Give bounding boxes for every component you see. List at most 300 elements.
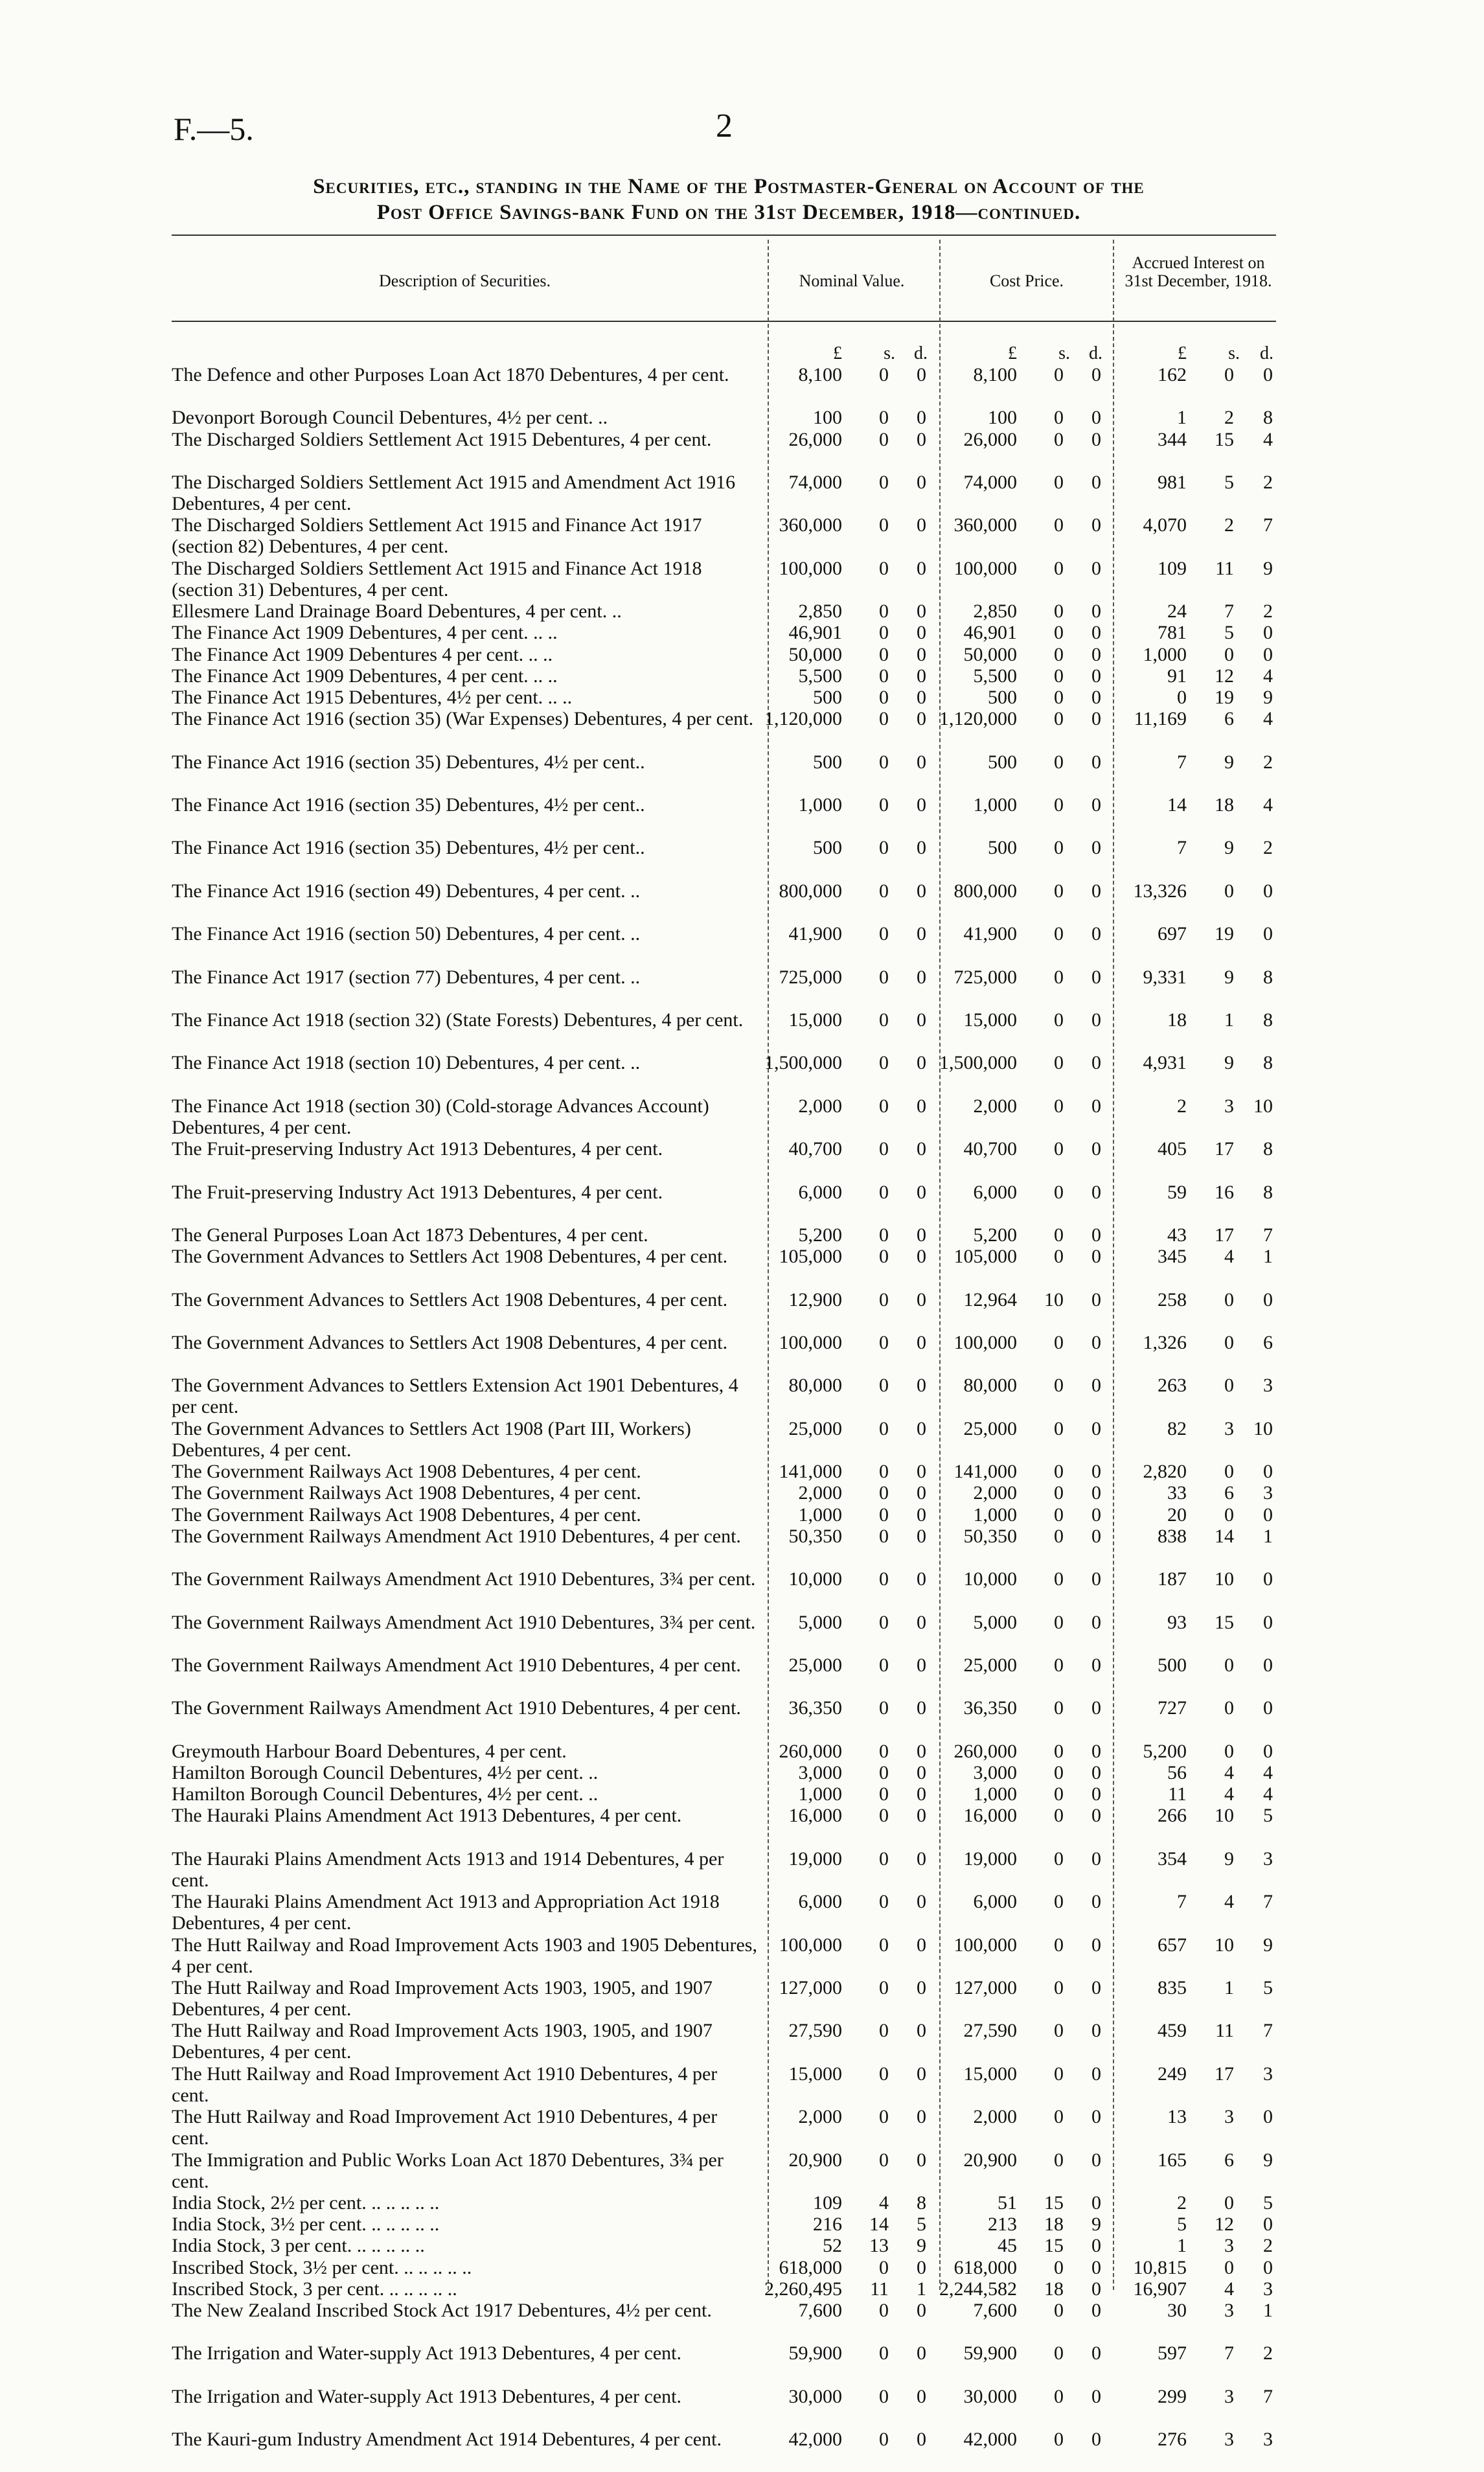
int-shillings: 3	[1224, 2429, 1234, 2451]
cost-pence: 0	[1091, 794, 1101, 816]
nom-pence: 0	[917, 601, 926, 623]
int-pounds: 697	[1158, 923, 1187, 945]
security-description: The Finance Act 1909 Debentures 4 per cent. .. ..	[172, 643, 553, 665]
nom-pounds: 360,000	[779, 514, 842, 536]
nom-pounds: 27,590	[788, 2020, 842, 2042]
nom-pence: 0	[917, 1805, 926, 1827]
security-description: The Finance Act 1918 (section 10) Debentures, 4 per cent. ..	[172, 1052, 641, 1074]
nom-shillings: 0	[879, 428, 889, 450]
nom-shillings: 0	[879, 1052, 889, 1074]
cost-pounds: 500	[988, 751, 1017, 773]
nom-pounds: 3,000	[798, 1762, 842, 1783]
int-pounds: 18	[1167, 1009, 1187, 1031]
cost-pence: 0	[1091, 837, 1101, 859]
nom-shillings: 0	[879, 1848, 889, 1870]
int-pounds: 16,907	[1133, 2278, 1187, 2300]
int-shillings: 10	[1215, 1934, 1234, 1956]
table-row	[172, 2020, 1276, 2063]
security-description: The Hutt Railway and Road Improvement Act 1910 Debentures, 4 per cent.	[172, 2106, 718, 2149]
security-description: The Finance Act 1916 (section 49) Debentures, 4 per cent. ..	[172, 880, 641, 902]
nom-pounds: 2,000	[798, 2106, 842, 2128]
nom-pounds: 15,000	[788, 1009, 842, 1031]
nom-pounds: 42,000	[788, 2429, 842, 2451]
nom-shillings: 0	[879, 2149, 889, 2171]
cost-pounds: 2,000	[973, 1482, 1017, 1504]
cost-pounds: 105,000	[953, 1246, 1017, 1268]
nom-shillings: 0	[879, 1611, 889, 1633]
nom-shillings: 0	[879, 687, 889, 708]
table-row	[172, 1848, 1276, 1891]
cost-pence: 0	[1091, 2278, 1101, 2300]
nom-pounds: 105,000	[779, 1246, 842, 1268]
nom-pounds: 1,000	[798, 1783, 842, 1805]
int-pence: 0	[1263, 880, 1273, 902]
table-row	[172, 967, 1276, 1009]
nom-shillings: 0	[879, 1332, 889, 1353]
cost-pence: 0	[1091, 2342, 1101, 2364]
table-row	[172, 1568, 1276, 1611]
security-description: The Government Railways Amendment Act 1910 Debentures, 3¾ per cent.	[172, 1611, 756, 1633]
cost-pence: 0	[1091, 407, 1101, 429]
table-row	[172, 923, 1276, 966]
security-description: Hamilton Borough Council Debentures, 4½ per cent. ..	[172, 1762, 599, 1783]
int-shillings: 17	[1215, 1138, 1234, 1160]
nom-pounds: 500	[813, 751, 842, 773]
int-pounds: 4,070	[1143, 514, 1187, 536]
int-shillings: 4	[1224, 1783, 1234, 1805]
cost-pounds: 19,000	[963, 1848, 1017, 1870]
nom-pence: 0	[917, 1288, 926, 1310]
cost-pounds: 15,000	[963, 2063, 1017, 2085]
table-row	[172, 2300, 1276, 2342]
int-shillings: 3	[1224, 2235, 1234, 2257]
nom-shillings: 0	[879, 1482, 889, 1504]
nom-pence: 0	[917, 1482, 926, 1504]
nom-pence: 0	[917, 880, 926, 902]
int-shillings: 1	[1224, 1977, 1234, 1998]
nom-shillings: 0	[879, 514, 889, 536]
int-pence: 2	[1263, 601, 1273, 623]
table-row	[172, 1138, 1276, 1181]
table-row	[172, 1052, 1276, 1095]
security-description: The Government Railways Act 1908 Debentures, 4 per cent.	[172, 1504, 641, 1526]
int-pounds: 11	[1168, 1783, 1187, 1805]
int-pence: 3	[1263, 1848, 1273, 1870]
int-pounds: 13	[1167, 2106, 1187, 2128]
nom-pence: 0	[917, 2342, 926, 2364]
cost-pounds: 800,000	[953, 880, 1017, 902]
int-pence: 0	[1263, 1504, 1273, 1526]
cost-pounds: 1,000	[973, 1504, 1017, 1526]
security-description: The Fruit-preserving Industry Act 1913 Debentures, 4 per cent.	[172, 1138, 663, 1160]
int-pounds: 109	[1158, 557, 1187, 579]
table-row	[172, 1461, 1276, 1482]
security-description: The Government Railways Act 1908 Debentures, 4 per cent.	[172, 1482, 641, 1504]
int-pence: 0	[1263, 1740, 1273, 1762]
cost-pounds: 26,000	[963, 428, 1017, 450]
nom-pence: 0	[917, 1568, 926, 1590]
int-pounds: 162	[1158, 364, 1187, 385]
nom-shillings: 0	[879, 2300, 889, 2321]
cost-shillings: 0	[1054, 794, 1064, 816]
int-pounds: 7	[1177, 837, 1187, 859]
cost-shillings: 0	[1054, 966, 1064, 988]
security-description: The Kauri-gum Industry Amendment Act 1914 Debentures, 4 per cent.	[172, 2429, 722, 2451]
cost-pounds: 7,600	[973, 2300, 1017, 2321]
table-row	[172, 687, 1276, 708]
cost-pounds: 36,350	[963, 1697, 1017, 1719]
int-pence: 3	[1263, 1482, 1273, 1504]
nom-pounds: 800,000	[779, 880, 842, 902]
cost-pence: 0	[1091, 1848, 1101, 1870]
nom-shillings: 0	[879, 2429, 889, 2451]
int-pence: 6	[1263, 1332, 1273, 1353]
nom-pounds: 500	[813, 837, 842, 859]
title-line-2: Post Office Savings-bank Fund on the 31st December, 1918—continued.	[376, 201, 1081, 224]
table-row	[172, 1482, 1276, 1504]
nom-shillings: 13	[869, 2235, 889, 2257]
security-description: Inscribed Stock, 3½ per cent. .. .. .. .. ..	[172, 2256, 472, 2278]
cost-pounds: 30,000	[963, 2385, 1017, 2407]
int-shillings: 3	[1224, 1095, 1234, 1117]
cost-pence: 9	[1091, 2214, 1101, 2236]
cost-pounds: 46,901	[963, 622, 1017, 644]
cost-pence: 0	[1091, 751, 1101, 773]
nom-pounds: 46,901	[788, 622, 842, 644]
nom-pounds: 618,000	[779, 2256, 842, 2278]
cost-shillings: 0	[1054, 2300, 1064, 2321]
security-description: The Discharged Soldiers Settlement Act 1915 and Finance Act 1917 (section 82) Debentures, 4 per cent.	[172, 514, 702, 558]
security-description: The Hauraki Plains Amendment Act 1913 and Appropriation Act 1918 Debentures, 4 per cent.	[172, 1891, 720, 1934]
security-description: The Government Advances to Settlers Extension Act 1901 Debentures, 4 per cent.	[172, 1375, 738, 1418]
cost-shillings: 0	[1054, 1224, 1064, 1246]
int-shillings: 4	[1224, 2278, 1234, 2300]
cost-shillings: 0	[1054, 923, 1064, 945]
nom-pounds: 6,000	[798, 1181, 842, 1203]
int-shillings: 7	[1224, 601, 1234, 623]
cost-pounds: 100,000	[953, 1332, 1017, 1353]
security-description: The Finance Act 1916 (section 35) (War Expenses) Debentures, 4 per cent.	[172, 708, 754, 730]
cost-shillings: 0	[1054, 1568, 1064, 1590]
cost-shillings: 0	[1054, 2342, 1064, 2364]
int-shillings: 10	[1215, 1805, 1234, 1827]
nom-shillings: 0	[879, 643, 889, 665]
security-description: The Finance Act 1909 Debentures, 4 per cent. .. ..	[172, 665, 558, 687]
cost-pence: 0	[1091, 1525, 1101, 1547]
cost-shillings: 0	[1054, 1461, 1064, 1483]
nom-shillings: 11	[870, 2278, 889, 2300]
nom-shillings: 0	[879, 2342, 889, 2364]
cost-pence: 0	[1091, 1417, 1101, 1439]
nom-pence: 0	[917, 1654, 926, 1676]
nom-pounds: 6,000	[798, 1891, 842, 1913]
cost-pounds: 20,900	[963, 2149, 1017, 2171]
nom-shillings: 0	[879, 708, 889, 730]
nom-pence: 0	[917, 2063, 926, 2085]
nom-pence: 8	[917, 2192, 926, 2214]
cost-pence: 0	[1091, 1762, 1101, 1783]
cost-pence: 0	[1091, 923, 1101, 945]
nom-shillings: 0	[879, 751, 889, 773]
security-description: The Hutt Railway and Road Improvement Act 1910 Debentures, 4 per cent.	[172, 2063, 718, 2106]
int-shillings: 11	[1215, 2020, 1234, 2042]
int-pence: 8	[1263, 1138, 1273, 1160]
nom-pounds: 25,000	[788, 1417, 842, 1439]
cost-shillings: 0	[1054, 557, 1064, 579]
cost-pence: 0	[1091, 1697, 1101, 1719]
table-row	[172, 2429, 1276, 2471]
cost-pounds: 8,100	[973, 364, 1017, 385]
nom-shillings: 0	[879, 1525, 889, 1547]
security-description: The Government Railways Act 1908 Debentures, 4 per cent.	[172, 1461, 641, 1483]
cost-pounds: 25,000	[963, 1654, 1017, 1676]
cost-shillings: 18	[1044, 2214, 1064, 2236]
cost-shillings: 0	[1054, 1009, 1064, 1031]
int-pounds: 56	[1167, 1762, 1187, 1783]
int-shillings: 2	[1224, 407, 1234, 429]
col-header-cost: Cost Price.	[989, 271, 1064, 290]
nom-shillings: 0	[879, 407, 889, 429]
nom-pence: 0	[917, 1525, 926, 1547]
table-row	[172, 1612, 1276, 1654]
security-description: The Government Railways Amendment Act 1910 Debentures, 4 per cent.	[172, 1654, 741, 1676]
security-description: The Fruit-preserving Industry Act 1913 Debentures, 4 per cent.	[172, 1181, 663, 1203]
nom-shillings: 0	[879, 1697, 889, 1719]
int-shillings: 9	[1224, 751, 1234, 773]
nom-shillings: 0	[879, 2106, 889, 2128]
security-description: Ellesmere Land Drainage Board Debentures, 4 per cent. ..	[172, 601, 622, 623]
nom-pence: 0	[917, 1138, 926, 1160]
unit-pound: £	[1178, 343, 1187, 363]
cost-pounds: 360,000	[953, 514, 1017, 536]
int-shillings: 0	[1224, 2192, 1234, 2214]
int-pence: 2	[1263, 2342, 1273, 2364]
int-pence: 0	[1263, 1697, 1273, 1719]
nom-pence: 0	[917, 1181, 926, 1203]
table-row	[172, 880, 1276, 923]
int-pounds: 1	[1177, 2235, 1187, 2257]
int-pence: 0	[1263, 1611, 1273, 1633]
cost-pounds: 74,000	[963, 472, 1017, 493]
security-description: The Discharged Soldiers Settlement Act 1915 and Amendment Act 1916 Debentures, 4 per cent.	[172, 472, 736, 514]
int-pounds: 657	[1158, 1934, 1187, 1956]
int-pounds: 5,200	[1143, 1740, 1187, 1762]
int-pounds: 13,326	[1133, 880, 1187, 902]
cost-pounds: 50,000	[963, 643, 1017, 665]
nom-pounds: 2,000	[798, 1095, 842, 1117]
nom-pounds: 19,000	[788, 1848, 842, 1870]
cost-shillings: 0	[1054, 1482, 1064, 1504]
nom-shillings: 0	[879, 2385, 889, 2407]
security-description: The Government Railways Amendment Act 1910 Debentures, 4 per cent.	[172, 1525, 741, 1547]
table-row	[172, 665, 1276, 687]
cost-shillings: 0	[1054, 1762, 1064, 1783]
cost-pence: 0	[1091, 557, 1101, 579]
security-description: The Irrigation and Water-supply Act 1913 Debentures, 4 per cent.	[172, 2385, 682, 2407]
security-description: The New Zealand Inscribed Stock Act 1917 Debentures, 4½ per cent.	[172, 2300, 712, 2321]
nom-pounds: 30,000	[788, 2385, 842, 2407]
nom-pence: 0	[917, 2256, 926, 2278]
int-pence: 0	[1263, 1654, 1273, 1676]
nom-pounds: 100	[813, 407, 842, 429]
nom-pounds: 500	[813, 687, 842, 708]
int-pounds: 258	[1158, 1288, 1187, 1310]
int-shillings: 2	[1224, 514, 1234, 536]
nom-pence: 0	[917, 1740, 926, 1762]
nom-shillings: 0	[879, 837, 889, 859]
nom-pounds: 74,000	[788, 472, 842, 493]
nom-pounds: 20,900	[788, 2149, 842, 2171]
nom-pence: 0	[917, 687, 926, 708]
cost-pounds: 41,900	[963, 923, 1017, 945]
nom-pounds: 216	[813, 2214, 842, 2236]
cost-pence: 0	[1091, 880, 1101, 902]
table-row	[172, 1805, 1276, 1848]
security-description: The Defence and other Purposes Loan Act 1870 Debentures, 4 per cent.	[172, 364, 729, 385]
int-pounds: 838	[1158, 1525, 1187, 1547]
int-shillings: 0	[1224, 364, 1234, 385]
int-pounds: 59	[1167, 1181, 1187, 1203]
cost-pence: 0	[1091, 2063, 1101, 2085]
int-shillings: 5	[1224, 622, 1234, 644]
cost-shillings: 15	[1044, 2192, 1064, 2214]
nom-pence: 0	[917, 1977, 926, 1998]
table-row	[172, 2386, 1276, 2429]
cost-pounds: 1,000	[973, 1783, 1017, 1805]
cost-pounds: 2,000	[973, 2106, 1017, 2128]
cost-pounds: 100,000	[953, 557, 1017, 579]
cost-pounds: 127,000	[953, 1977, 1017, 1998]
nom-pounds: 59,900	[788, 2342, 842, 2364]
int-pence: 3	[1263, 2429, 1273, 2451]
int-pounds: 727	[1158, 1697, 1187, 1719]
nom-pence: 0	[917, 1009, 926, 1031]
nom-pounds: 260,000	[779, 1740, 842, 1762]
nom-pence: 0	[917, 643, 926, 665]
int-pounds: 187	[1158, 1568, 1187, 1590]
nom-pounds: 80,000	[788, 1375, 842, 1397]
nom-pounds: 109	[813, 2192, 842, 2214]
int-shillings: 3	[1224, 2300, 1234, 2321]
cost-shillings: 0	[1054, 708, 1064, 730]
int-shillings: 6	[1224, 708, 1234, 730]
table-row	[172, 1375, 1276, 1417]
security-description: Greymouth Harbour Board Debentures, 4 per cent.	[172, 1740, 567, 1762]
cost-pounds: 725,000	[953, 966, 1017, 988]
nom-shillings: 0	[879, 472, 889, 493]
security-description: The Finance Act 1916 (section 35) Debentures, 4½ per cent..	[172, 751, 645, 773]
nom-shillings: 0	[879, 1762, 889, 1783]
col-header-nominal: Nominal Value.	[799, 271, 905, 290]
nom-pence: 0	[917, 1461, 926, 1483]
int-pence: 2	[1263, 472, 1273, 493]
cost-shillings: 0	[1054, 601, 1064, 623]
cost-pence: 0	[1091, 687, 1101, 708]
nom-shillings: 0	[879, 966, 889, 988]
int-shillings: 0	[1224, 643, 1234, 665]
security-description: The Finance Act 1916 (section 50) Debentures, 4 per cent. ..	[172, 923, 641, 945]
nom-pounds: 5,200	[798, 1224, 842, 1246]
cost-shillings: 18	[1044, 2278, 1064, 2300]
int-pounds: 299	[1158, 2385, 1187, 2407]
cost-pence: 0	[1091, 428, 1101, 450]
security-description: The Government Advances to Settlers Act 1908 Debentures, 4 per cent.	[172, 1332, 728, 1353]
table-row	[172, 751, 1276, 794]
nom-pence: 0	[917, 514, 926, 536]
nom-pence: 1	[917, 2278, 926, 2300]
cost-shillings: 0	[1054, 880, 1064, 902]
cost-shillings: 0	[1054, 751, 1064, 773]
int-pounds: 165	[1158, 2149, 1187, 2171]
nom-shillings: 0	[879, 2020, 889, 2042]
int-pence: 4	[1263, 794, 1273, 816]
cost-shillings: 0	[1054, 2063, 1064, 2085]
security-description: India Stock, 2½ per cent. .. .. .. .. ..	[172, 2192, 440, 2214]
nom-pence: 5	[917, 2214, 926, 2236]
table-row	[172, 708, 1276, 751]
int-pence: 0	[1263, 1288, 1273, 1310]
int-pounds: 266	[1158, 1805, 1187, 1827]
int-pence: 0	[1263, 2256, 1273, 2278]
nom-pounds: 25,000	[788, 1654, 842, 1676]
top-rule	[172, 235, 1276, 236]
col-header-description: Description of Securities.	[379, 271, 551, 290]
int-pence: 5	[1263, 1977, 1273, 1998]
cost-shillings: 0	[1054, 837, 1064, 859]
nom-pounds: 1,500,000	[764, 1052, 842, 1074]
int-shillings: 9	[1224, 1848, 1234, 1870]
nom-pounds: 1,000	[798, 794, 842, 816]
nom-pounds: 100,000	[779, 557, 842, 579]
int-pounds: 30	[1167, 2300, 1187, 2321]
nom-pence: 0	[917, 1697, 926, 1719]
nom-pounds: 100,000	[779, 1934, 842, 1956]
table-row	[172, 1934, 1276, 1977]
table-row	[172, 837, 1276, 880]
nom-shillings: 0	[879, 557, 889, 579]
int-shillings: 0	[1224, 880, 1234, 902]
security-description: The Hutt Railway and Road Improvement Acts 1903, 1905, and 1907 Debentures, 4 per cent.	[172, 1977, 713, 2020]
nom-pence: 0	[917, 1762, 926, 1783]
security-description: The Hutt Railway and Road Improvement Acts 1903 and 1905 Debentures, 4 per cent.	[172, 1934, 757, 1977]
cost-pounds: 5,000	[973, 1611, 1017, 1633]
int-pounds: 981	[1158, 472, 1187, 493]
table-row	[172, 1095, 1276, 1138]
cost-pence: 0	[1091, 1181, 1101, 1203]
cost-pence: 0	[1091, 1009, 1101, 1031]
int-shillings: 14	[1215, 1525, 1234, 1547]
security-description: The General Purposes Loan Act 1873 Debentures, 4 per cent.	[172, 1224, 648, 1246]
nom-pence: 0	[917, 1417, 926, 1439]
int-pence: 1	[1263, 1246, 1273, 1268]
cost-pence: 0	[1091, 1977, 1101, 1998]
nom-pounds: 725,000	[779, 966, 842, 988]
table-row	[172, 429, 1276, 472]
int-pounds: 82	[1167, 1417, 1187, 1439]
cost-shillings: 0	[1054, 2429, 1064, 2451]
int-pounds: 249	[1158, 2063, 1187, 2085]
cost-pence: 0	[1091, 708, 1101, 730]
security-description: The Finance Act 1915 Debentures, 4½ per cent. .. ..	[172, 687, 573, 708]
nom-pence: 0	[917, 1934, 926, 1956]
nom-shillings: 0	[879, 1138, 889, 1160]
table-row	[172, 1762, 1276, 1783]
cost-pounds: 1,000	[973, 794, 1017, 816]
nom-shillings: 0	[879, 1246, 889, 1268]
cost-pence: 0	[1091, 1332, 1101, 1353]
nom-shillings: 14	[869, 2214, 889, 2236]
unit-pound: £	[833, 343, 842, 363]
